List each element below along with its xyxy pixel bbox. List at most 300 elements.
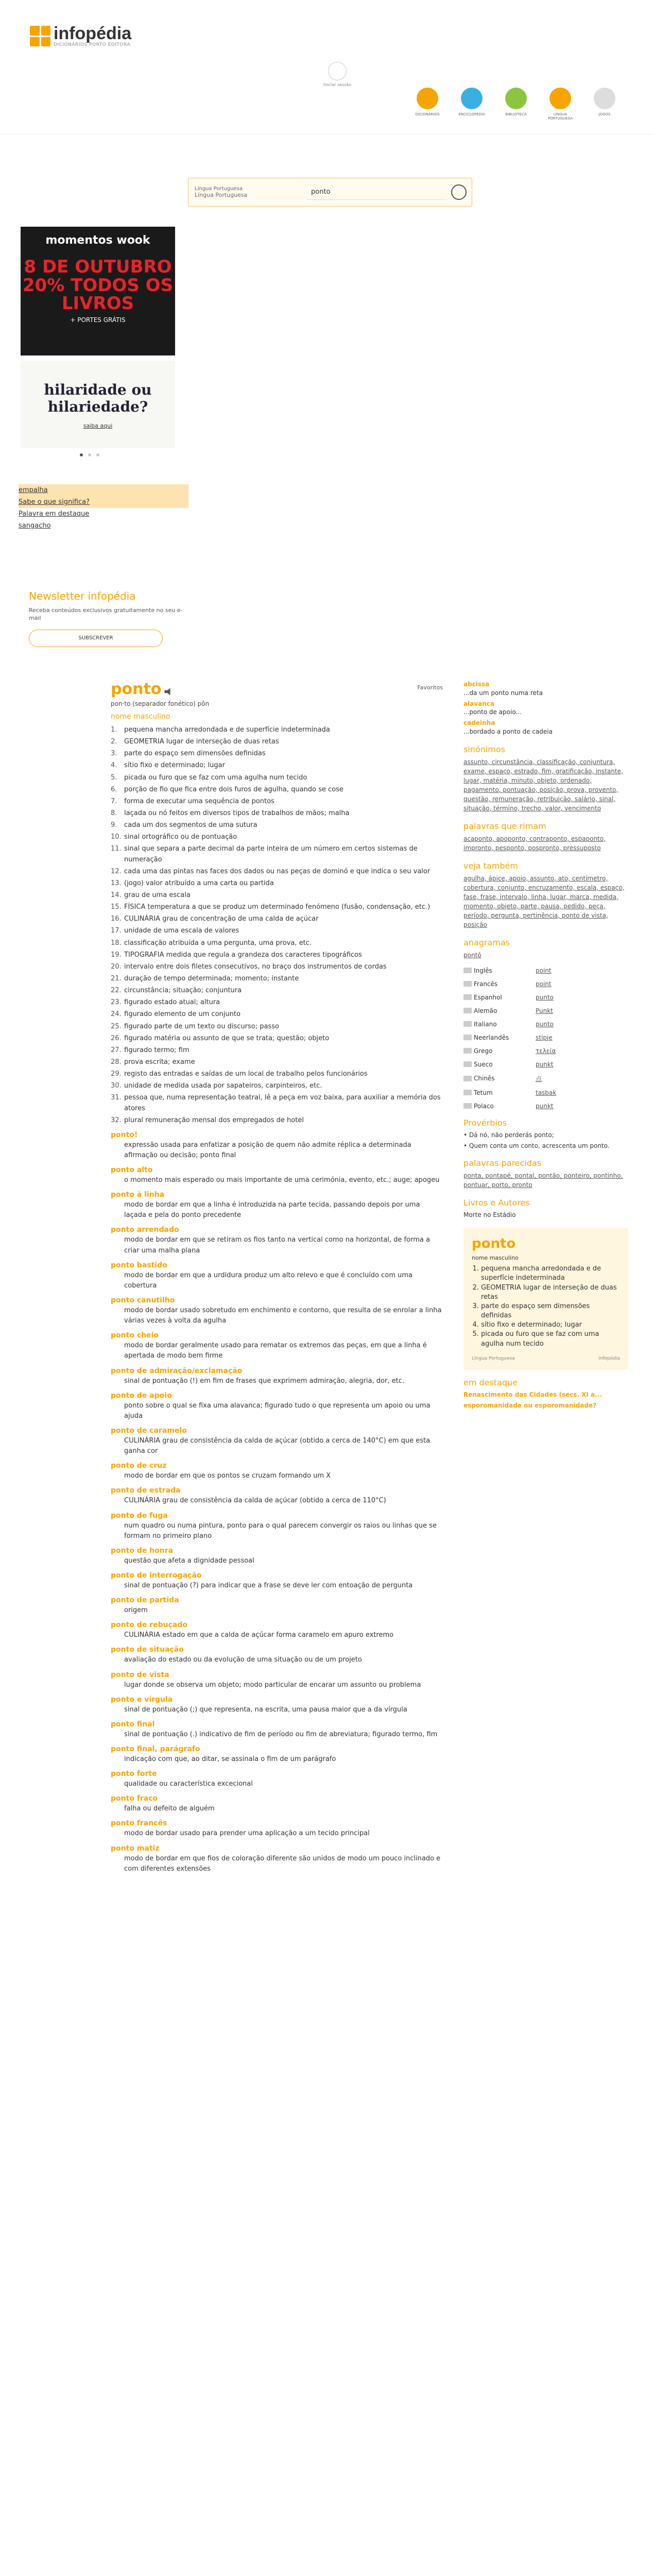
search-icon[interactable]: [451, 184, 467, 200]
expression-def: avaliação do estado ou da evolução de uma situação ou de um projeto: [124, 1656, 362, 1664]
anagrams-title: anagramas: [463, 937, 510, 947]
ad-subline: + PORTES GRÁTIS: [70, 316, 126, 324]
expression: [111, 1596, 443, 1616]
definition-text: GEOMETRIA lugar de interseção de duas retas: [124, 738, 279, 746]
definition-text: TIPOGRAFIA medida que regula a grandeza dos caracteres tipográficos: [124, 951, 362, 959]
side-link[interactable]: Sabe o que significa?: [19, 496, 188, 508]
language-name: Inglês: [474, 967, 492, 974]
definition-number: 10.: [111, 833, 122, 841]
definition-text: intervalo entre dois filetes consecutivos, no braço dos instrumentos de cordas: [124, 962, 387, 971]
book-link[interactable]: Morte no Estádio: [463, 1211, 516, 1219]
featured-item[interactable]: [463, 1391, 628, 1399]
expression: [111, 1512, 443, 1541]
definition-text: figurado parte de um texto ou discurso; passo: [124, 1022, 279, 1030]
definition-text: CULINÁRIA grau de concentração de uma calda de açúcar: [124, 915, 319, 923]
expression-def: modo de bordar usado para prender uma aplicação a um tecido principal: [124, 1829, 370, 1838]
expression-def: modo de bordar em que fios de coloração diferente são unidos de modo um pouco inclinado e com diferentes extensões: [124, 1854, 441, 1873]
definition-row: [111, 737, 443, 747]
expression-term: ponto final: [111, 1720, 155, 1728]
definition-text: unidade de medida usada por sapateiros, carpinteiros, etc.: [124, 1082, 322, 1090]
rhymes-list[interactable]: acaponto, apoponto, contraponto, espaponto, impronto, pesponto, pospronto, pressuposto: [463, 835, 606, 852]
definition-number: 8.: [111, 809, 117, 817]
expression: [111, 1166, 443, 1185]
definition-number: 22.: [111, 987, 122, 995]
definition-text: grau de uma escala: [124, 891, 191, 899]
definition-row: [111, 878, 443, 889]
word-card: [463, 1228, 628, 1369]
nav-item[interactable]: [456, 88, 487, 121]
synonyms-list[interactable]: assunto, circunstância, classificação, conjuntura, exame, espaço, estrado, fim, gratificação, instante, lugar, matéria, minuto, objeto, ordenado, pagamento, pontuação, posição, prova, provento, questão, remuneração, retribuição, salário, sinal, situação, término, trecho, valor, vencimento: [463, 758, 623, 812]
ad-brand: momentos wook: [45, 234, 150, 247]
flag-icon: [463, 1103, 472, 1109]
definition-number: 23.: [111, 998, 122, 1007]
expression-term: ponto de situação: [111, 1646, 184, 1654]
definition-text: registo das entradas e saídas de um local de trabalho pelos funcionários: [124, 1070, 368, 1078]
expression-term: ponto cheio: [111, 1331, 159, 1340]
definition-row: [111, 808, 443, 819]
expression-term: ponto de cruz: [111, 1462, 167, 1470]
nav-label: DICIONÁRIOS: [415, 112, 440, 116]
definition-number: 31.: [111, 1094, 122, 1102]
expression-term: ponto de honra: [111, 1546, 174, 1555]
definition-number: 15.: [111, 903, 122, 911]
dictionary-select[interactable]: [188, 186, 307, 198]
login-label: Iniciar sessão: [323, 82, 352, 87]
flag-icon: [463, 968, 472, 973]
definition-number: 9.: [111, 821, 117, 829]
definition-number: 27.: [111, 1046, 122, 1054]
translation-link[interactable]: stipje: [536, 1033, 553, 1041]
definition-text: pessoa que, numa representação teatral, lê a peça em voz baixa, para auxiliar a memória dos atores: [124, 1094, 441, 1112]
expression-def: modo de bordar em que os pontos se cruzam formando um X: [124, 1472, 331, 1480]
related-word[interactable]: [463, 680, 628, 698]
card-pos: nome masculino: [472, 1255, 519, 1262]
expression: [111, 1191, 443, 1221]
expression-term: ponto de vista: [111, 1670, 169, 1679]
expression-term: ponto final, parágrafo: [111, 1745, 200, 1753]
expression: [111, 1745, 443, 1765]
nav-label: JOGOS: [598, 112, 611, 116]
definition-row: [111, 1033, 443, 1044]
expression: [111, 1226, 443, 1256]
flag-icon: [463, 981, 472, 987]
definition-number: 32.: [111, 1116, 122, 1124]
related-context: ...bordado a ponto de cadeia: [463, 727, 553, 735]
expression: [111, 1367, 443, 1386]
nav-item[interactable]: [501, 88, 531, 121]
related-term: alavanca: [463, 700, 494, 707]
definition-text: sítio fixo e determinado; lugar: [124, 761, 225, 770]
definition-row: [111, 986, 443, 996]
translation-link[interactable]: 点: [536, 1075, 542, 1082]
definition-number: 4.: [111, 761, 117, 770]
definition-text: plural remuneração mensal dos empregados de hotel: [124, 1116, 304, 1124]
expression-term: ponto alto: [111, 1166, 153, 1175]
expression: [111, 1819, 443, 1839]
expressions: [111, 1131, 443, 1874]
related-term: abcissa: [463, 681, 490, 688]
proverbs-title: Provérbios: [463, 1117, 507, 1128]
featured-title: em destaque: [463, 1377, 518, 1387]
carousel-dots[interactable]: [80, 453, 99, 456]
expression-def: lugar donde se observa um objeto; modo particular de encarar um assunto ou problema: [124, 1681, 421, 1689]
expression: [111, 1462, 443, 1481]
anagrams-list[interactable]: pontô: [463, 951, 482, 959]
expression-term: ponto de apoio: [111, 1391, 172, 1400]
expression: [111, 1131, 443, 1161]
nav-icon: [549, 88, 571, 109]
definition-row: [111, 1069, 443, 1079]
definition-row: [111, 1115, 443, 1126]
definition-number: 3.: [111, 750, 117, 758]
expression-term: ponto de partida: [111, 1596, 179, 1605]
definition-row: [111, 785, 443, 795]
definition-text: pequena mancha arredondada e de superfície indeterminada: [124, 726, 330, 734]
search-input[interactable]: ponto: [307, 184, 447, 200]
definition-number: 12.: [111, 867, 122, 875]
expression: [111, 1794, 443, 1814]
language-name: Tetum: [474, 1089, 493, 1096]
right-column: [463, 680, 628, 1412]
ad-banner-wook[interactable]: [21, 227, 175, 355]
ad-banner-hilaridade[interactable]: [21, 361, 175, 448]
definition-row: [111, 1093, 443, 1113]
expression-term: ponto canutilho: [111, 1296, 175, 1305]
card-foot-right: infopédia: [598, 1355, 620, 1361]
definition-text: figurado elemento de um conjunto: [124, 1010, 240, 1019]
language-name: Sueco: [474, 1060, 493, 1068]
dict-label: Língua Portuguesa: [195, 186, 243, 192]
expression-def: qualidade ou característica excecional: [124, 1780, 253, 1788]
expression: [111, 1486, 443, 1506]
expression-def: o momento mais esperado ou mais importante de uma cerimónia, evento, etc.; auge; apogeu: [124, 1176, 440, 1184]
definition-row: [111, 1045, 443, 1056]
related-context: ...da um ponto numa reta: [463, 689, 543, 697]
expression-def: sinal de pontuação (?) para indicar que a frase se deve ler com entoação de pergunta: [124, 1582, 413, 1590]
definition-number: 26.: [111, 1034, 122, 1042]
definition-number: 14.: [111, 891, 122, 899]
card-definition: 3. parte do espaço sem dimensões definidas: [481, 1302, 620, 1320]
ad2-headline: hilaridade ou hilariedade?: [44, 381, 152, 415]
definition-number: 29.: [111, 1070, 122, 1078]
expression: [111, 1671, 443, 1690]
language-name: Alemão: [474, 1007, 497, 1014]
translation-link[interactable]: point: [536, 980, 552, 988]
expression-def: modo de bordar usado sobretudo em enchimento e contorno, que resulta de se enrolar a linha várias vezes à volta da agulha: [124, 1307, 442, 1325]
definitions: [111, 725, 443, 1126]
definition-number: 18.: [111, 939, 122, 947]
definition-text: figurado matéria ou assunto de que se trata; questão; objeto: [124, 1034, 330, 1042]
expression: [111, 1646, 443, 1665]
definition-text: (jogo) valor atribuído a uma carta ou partida: [124, 879, 274, 887]
translation-link[interactable]: Punkt: [536, 1007, 553, 1014]
card-foot-left: Língua Portuguesa: [472, 1355, 515, 1361]
definition-row: [111, 938, 443, 948]
flag-icon: [463, 1008, 472, 1013]
expression-term: ponto arrendado: [111, 1226, 179, 1234]
featured-title: Renascimento das Cidades (secs. XI a...: [463, 1391, 602, 1398]
expression-def: modo de bordar em que a urdidura produz um alto relevo e que é concluído com uma cobertura: [124, 1271, 413, 1290]
expression: [111, 1770, 443, 1789]
definition-number: 5.: [111, 773, 117, 782]
nav-icon: [505, 88, 527, 109]
definition-number: 20.: [111, 962, 122, 971]
definition-row: [111, 820, 443, 831]
definition-text: figurado estado atual; altura: [124, 998, 220, 1007]
definition-text: picada ou furo que se faz com uma agulha num tecido: [124, 773, 307, 782]
side-link[interactable]: sangacho: [19, 522, 51, 530]
definition-text: parte do espaço sem dimensões definidas: [124, 750, 266, 758]
expression-term: ponto de interrogação: [111, 1571, 202, 1580]
proverb[interactable]: • Quem conta um conto, acrescenta um ponto.: [463, 1142, 610, 1149]
expression-def: falha ou defeito de alguém: [124, 1805, 215, 1813]
related-term: cadeinha: [463, 719, 495, 727]
definition-row: [111, 1057, 443, 1067]
definition-number: 25.: [111, 1022, 122, 1030]
expression: [111, 1392, 443, 1421]
side-link[interactable]: empalha: [19, 484, 188, 496]
definition-row: [111, 1022, 443, 1032]
nav-item[interactable]: [545, 88, 576, 121]
definition-text: sinal ortográfico ou de pontuação: [124, 833, 237, 841]
expression: [111, 1261, 443, 1291]
expression-term: ponto de fuga: [111, 1511, 168, 1520]
translation-link[interactable]: point: [536, 967, 552, 974]
expression: [111, 1427, 443, 1456]
rhymes-title: palavras que rimam: [463, 821, 546, 831]
translation-link[interactable]: punkt: [536, 1102, 554, 1110]
proverb[interactable]: • Dá nó, não perderás ponto;: [463, 1131, 554, 1139]
nav-item[interactable]: [412, 88, 443, 121]
definition-text: cada um dos segmentos de uma sutura: [124, 821, 257, 829]
card-word: ponto: [472, 1236, 516, 1252]
featured-title: esporomanidade ou esporomanidade?: [463, 1401, 597, 1409]
synonyms-title: sinónimos: [463, 744, 506, 754]
expression-def: sinal de pontuação (;) que representa, na escrita, uma pausa maior que a da vírgula: [124, 1705, 407, 1714]
newsletter-text: Receba conteúdos exclusivos gratuitamente no seu e-mail: [29, 607, 183, 622]
translation-link[interactable]: punkt: [536, 1060, 554, 1068]
expression-term: ponto forte: [111, 1770, 157, 1778]
definition-row: [111, 796, 443, 807]
translation-link[interactable]: punto: [536, 993, 554, 1001]
similar-list[interactable]: ponta, pontapé, pontal, pontão, ponteiro, pontinho, pontuar, porto, pronto: [463, 1172, 623, 1189]
definition-number: 2.: [111, 738, 117, 746]
language-name: Grego: [474, 1047, 493, 1055]
expression: [111, 1844, 443, 1874]
card-definition: 1. pequena mancha arredondada e de superfície indeterminada: [481, 1264, 620, 1283]
definition-row: [111, 962, 443, 972]
expression-def: sinal de pontuação (.) indicativo de fim de período ou fim de abreviatura; figurado termo, fim: [124, 1730, 438, 1738]
definition-text: laçada ou nó feitos em diversos tipos de trabalhos de mãos; malha: [124, 809, 350, 817]
flag-icon: [463, 994, 472, 1000]
newsletter-title: Newsletter infopédia: [29, 590, 136, 602]
definition-text: unidade de uma escala de valores: [124, 927, 239, 935]
definition-number: 7.: [111, 797, 117, 805]
expression-term: ponto matiz: [111, 1844, 160, 1853]
brand-sub: DICIONÁRIOS PORTO EDITORA: [54, 42, 131, 47]
expression-def: indicação com que, ao ditar, se assinala o fim de um parágrafo: [124, 1755, 336, 1763]
user-icon: [328, 62, 347, 80]
featured-item[interactable]: [463, 1401, 628, 1410]
definition-row: [111, 997, 443, 1008]
definition-number: 28.: [111, 1058, 122, 1066]
expression-def: CULINÁRIA grau de consistência da calda de açúcar (obtido a cerca de 140°C) em que esta ganha cor: [124, 1437, 431, 1455]
expression-def: CULINÁRIA grau de consistência da calda de açúcar (obtido a cerca de 110°C): [124, 1497, 386, 1505]
definition-row: [111, 902, 443, 912]
definition-number: 6.: [111, 785, 117, 793]
ad2-link[interactable]: saiba aqui: [83, 422, 113, 429]
side-links: [19, 484, 188, 532]
translations: [463, 967, 628, 1110]
entry: [111, 680, 443, 1874]
expression-term: ponto à linha: [111, 1191, 165, 1199]
definition-row: [111, 725, 443, 735]
dict-value: Língua Portuguesa: [195, 192, 248, 198]
similar-title: palavras parecidas: [463, 1158, 542, 1168]
language-name: Francês: [474, 980, 498, 988]
brand-name: infopédia: [54, 24, 132, 43]
definition-row: [111, 1081, 443, 1091]
expression: [111, 1331, 443, 1361]
expression: [111, 1296, 443, 1326]
main-nav: [412, 88, 620, 121]
definition-text: porção de fio que fica entre dois furos de agulha, quando se cose: [124, 785, 343, 793]
newsletter-box: [29, 590, 194, 647]
definition-number: 16.: [111, 915, 122, 923]
definition-row: [111, 832, 443, 842]
definition-text: cada uma das pintas nas faces dos dados ou nas peças de dominó e que indica o seu valor: [124, 867, 431, 875]
expression-def: modo de bordar geralmente usado para rematar os extremos das peças, em que a linha é apertada de modo bem firme: [124, 1342, 427, 1360]
expression-def: origem: [124, 1606, 148, 1615]
expression-term: ponto francês: [111, 1819, 167, 1828]
related-word[interactable]: [463, 719, 628, 736]
definition-row: [111, 773, 443, 783]
language-name: Espanhol: [474, 993, 502, 1001]
logo-icon: [30, 26, 50, 46]
flag-icon: [463, 1076, 472, 1081]
expression-def: modo de bordar em que a linha é introduzida na parte tecida, passando depois por uma laçada e pela do ponto precedente: [124, 1201, 420, 1219]
expression: [111, 1621, 443, 1640]
expression-def: CULINÁRIA estado em que a calda de açúcar forma caramelo em apuro extremo: [124, 1631, 394, 1639]
definition-text: figurado termo; fim: [124, 1046, 190, 1054]
see-also-title: veja também: [463, 860, 518, 871]
expression-def: sinal de pontuação (!) em fim de frases que exprimem admiração, alegria, dor, etc.: [124, 1377, 404, 1385]
flag-icon: [463, 1061, 472, 1067]
side-link[interactable]: Palavra em destaque: [19, 510, 90, 518]
definition-number: 24.: [111, 1010, 122, 1019]
language-name: Italiano: [474, 1020, 497, 1028]
nav-icon: [594, 88, 615, 109]
flag-icon: [463, 1035, 472, 1040]
expression: [111, 1696, 443, 1715]
expression: [111, 1547, 443, 1566]
subscribe-button[interactable]: SUBSCREVER: [29, 630, 163, 647]
ad-headline: 8 DE OUTUBRO 20% TODOS OS LIVROS: [22, 257, 174, 314]
expression: [111, 1571, 443, 1591]
nav-item[interactable]: [589, 88, 620, 121]
flag-icon: [463, 1021, 472, 1027]
expression-term: ponto de caramelo: [111, 1427, 187, 1435]
definition-text: prova escrita; exame: [124, 1058, 195, 1066]
headword: ponto: [111, 680, 162, 698]
expression-term: ponto bastido: [111, 1261, 167, 1269]
definition-row: [111, 760, 443, 771]
definition-number: 11.: [111, 845, 122, 853]
syllabification: pon·to (separador fonético) pôn: [111, 700, 210, 707]
definition-number: 17.: [111, 927, 122, 935]
card-definition: 4. sítio fixo e determinado; lugar: [481, 1320, 620, 1330]
flag-icon: [463, 1048, 472, 1054]
logo[interactable]: [30, 25, 131, 47]
language-name: Polaco: [474, 1102, 494, 1110]
definition-text: sinal que separa a parte decimal da parte inteira de um número em certos sistemas de numeração: [124, 845, 418, 863]
expression-def: questão que afeta a dignidade pessoal: [124, 1556, 254, 1565]
definition-row: [111, 867, 443, 877]
books-title: Livros e Autores: [463, 1198, 530, 1208]
header: [0, 0, 653, 149]
definition-row: [111, 1009, 443, 1020]
definition-row: [111, 974, 443, 984]
expression-def: num quadro ou numa pintura, ponto para o qual parecem convergir os raios ou linhas que se formam no primeiro plano: [124, 1521, 437, 1540]
expression-term: ponto fraco: [111, 1794, 158, 1803]
definition-text: duração de tempo determinada; momento; instante: [124, 974, 299, 982]
language-name: Chinês: [474, 1075, 495, 1082]
card-definition: 5. picada ou furo que se faz com uma agulha num tecido: [481, 1330, 620, 1348]
definition-number: 21.: [111, 974, 122, 982]
definition-row: [111, 914, 443, 924]
flag-icon: [463, 1090, 472, 1095]
related-word[interactable]: [463, 700, 628, 717]
language-name: Neerlandês: [474, 1033, 509, 1041]
expression-term: ponto!: [111, 1130, 138, 1139]
definition-row: [111, 926, 443, 936]
card-definition: 2. GEOMETRIA lugar de interseção de duas retas: [481, 1283, 620, 1302]
expression-term: ponto e vírgula: [111, 1695, 173, 1704]
definition-number: 1.: [111, 726, 117, 734]
nav-label: ENCICLOPÉDIA: [458, 112, 485, 116]
see-also-list[interactable]: agulha, ápice, apoio, assunto, ato, centímetro, cobertura, conjunto, encruzamento, escala, espaço, fase, frase, intervalo, linha, lugar, marca, medida, momento, objeto, parte, pausa, pedido, peça, período, pergunta, pertinência, ponto de vista, posição: [463, 874, 625, 928]
login-button[interactable]: [323, 62, 351, 87]
expression-def: ponto sobre o qual se fixa uma alavanca; figurado tudo o que representa um apoio ou uma ajuda: [124, 1401, 431, 1420]
definition-number: 13.: [111, 879, 122, 887]
definition-text: forma de executar uma sequência de pontos: [124, 797, 274, 805]
favorites-button[interactable]: Favoritos: [417, 684, 443, 691]
expression-term: ponto de admiração/exclamação: [111, 1366, 243, 1375]
translation-link[interactable]: τελεία: [536, 1047, 556, 1055]
definition-text: FÍSICA temperatura a que se produz um determinado fenómeno (fusão, condensação, etc.): [124, 903, 431, 911]
translation-link[interactable]: tasbak: [536, 1089, 557, 1096]
expression-def: modo de bordar em que se retiram os fios tanto na vertical como na horizontal, de forma a criar uma malha plana: [124, 1236, 430, 1255]
definition-row: [111, 749, 443, 759]
search-bar: [188, 178, 472, 207]
expression-term: ponto de rebuçado: [111, 1621, 187, 1630]
definition-row: [111, 890, 443, 901]
nav-label: BIBLIOTECA: [505, 112, 527, 116]
nav-label: LÍNGUA PORTUGUESA: [548, 112, 573, 121]
expression: [111, 1720, 443, 1740]
definition-row: [111, 844, 443, 865]
expression-def: expressão usada para enfatizar a posição de quem não admite réplica a determinada afirmação ou decisão; ponto final: [124, 1141, 411, 1159]
part-of-speech: nome masculino: [111, 713, 170, 721]
nav-icon: [417, 88, 438, 109]
definition-number: 30.: [111, 1082, 122, 1090]
nav-icon: [461, 88, 483, 109]
definition-number: 19.: [111, 951, 122, 959]
expression-term: ponto de estrada: [111, 1486, 181, 1495]
audio-icon[interactable]: [164, 688, 171, 696]
definition-text: circunstância; situação; conjuntura: [124, 987, 242, 995]
translation-link[interactable]: punto: [536, 1020, 554, 1028]
